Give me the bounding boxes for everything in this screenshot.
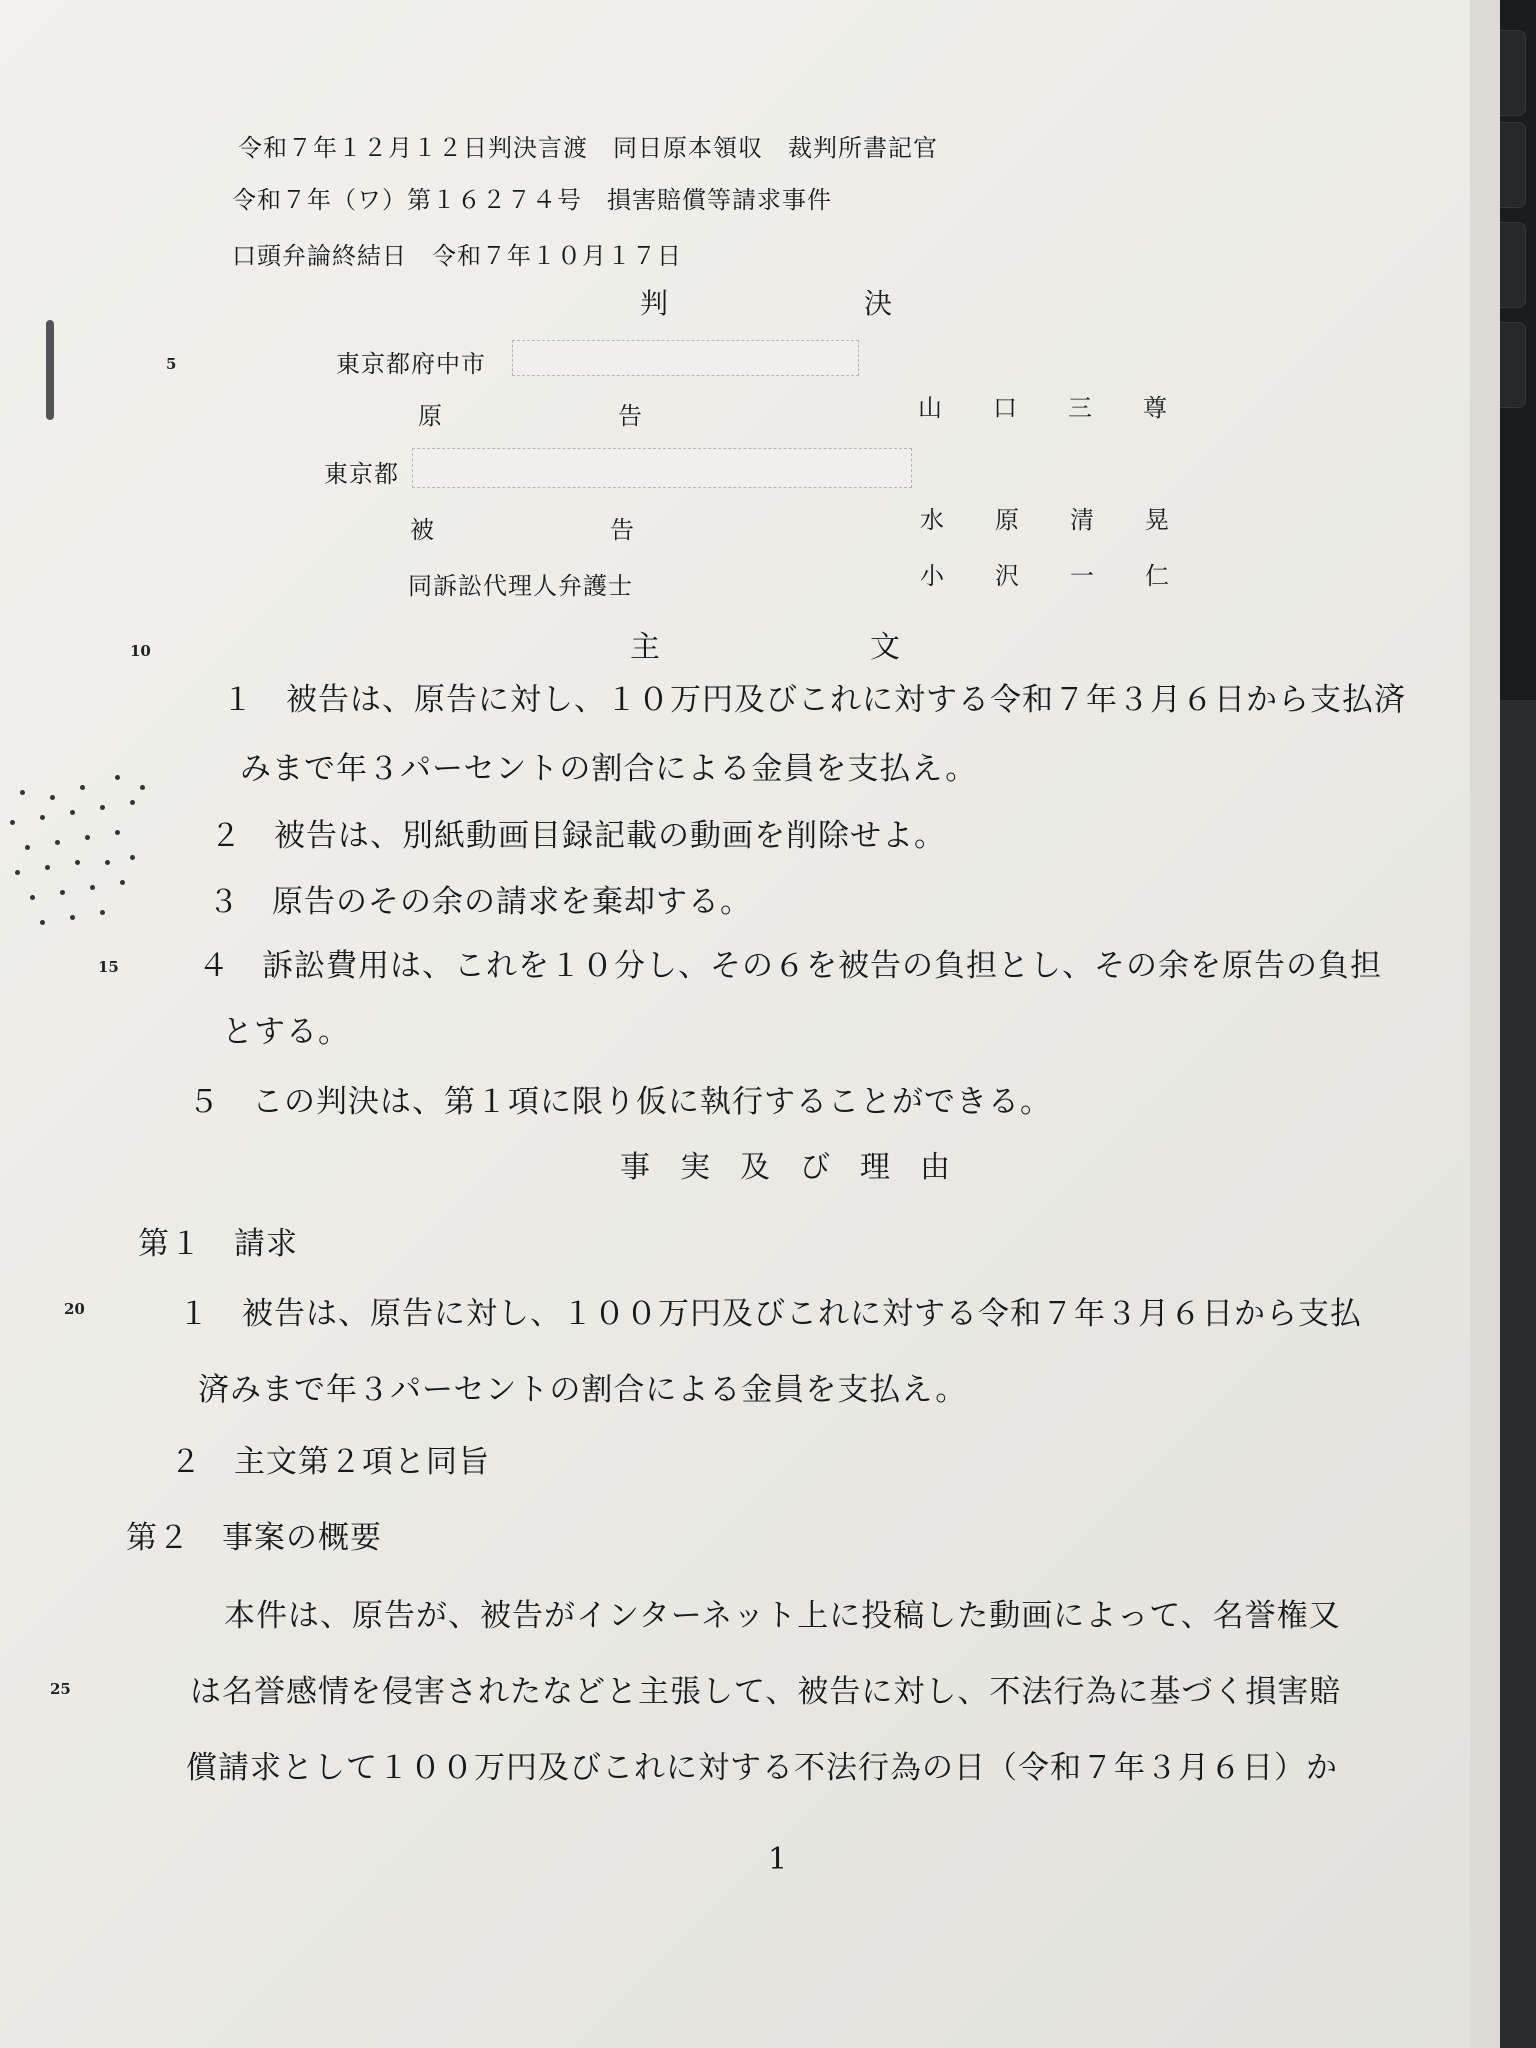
claim-item-1-cont: 済みまで年３パーセントの割合による金員を支払え。: [198, 1372, 968, 1408]
line-number-25: 25: [50, 1680, 71, 1698]
binder-mark: [46, 320, 54, 420]
line-number-20: 20: [64, 1300, 85, 1318]
defendant-address: 東京都: [324, 460, 399, 488]
plaintiff-name: 山 口 三 尊: [918, 394, 1168, 422]
shubun-item-5: ５ この判決は、第１項に限り仮に執行することができる。: [188, 1084, 1052, 1120]
reasons-title: 事 実 及 び 理 由: [620, 1150, 950, 1185]
hearing-end-date: 口頭弁論終結日 令和７年１０月１７日: [232, 242, 682, 270]
case-number: 令和７年（ワ）第１６２７４号 損害賠償等請求事件: [232, 186, 832, 214]
judgment-title: 判 決: [640, 287, 893, 320]
shubun-item-3: ３ 原告のその余の請求を棄却する。: [208, 884, 752, 920]
plaintiff-address: 東京都府中市: [336, 350, 486, 378]
shubun-item-4: ４ 訴訟費用は、これを１０分し、その６を被告の負担とし、その余を原告の負担: [198, 948, 1382, 984]
shubun-item-1: １ 被告は、原告に対し、１０万円及びこれに対する令和７年３月６日から支払済: [222, 682, 1406, 718]
counsel-label: 同訴訟代理人弁護士: [408, 572, 633, 600]
line-number-10: 10: [130, 642, 151, 660]
shubun-item-1-cont: みまで年３パーセントの割合による金員を支払え。: [240, 751, 978, 787]
shubun-item-2: ２ 被告は、別紙動画目録記載の動画を削除せよ。: [210, 818, 946, 854]
section-1-heading: 第１ 請求: [138, 1226, 298, 1262]
claim-item-1: １ 被告は、原告に対し、１００万円及びこれに対する令和７年３月６日から支払: [178, 1296, 1362, 1332]
defendant-label: 被 告: [410, 516, 635, 544]
summary-line-1: 本件は、原告が、被告がインターネット上に投稿した動画によって、名誉権又: [224, 1598, 1341, 1634]
line-number-5: 5: [166, 355, 177, 373]
section-2-heading: 第２ 事案の概要: [126, 1520, 382, 1556]
redaction-box: [512, 340, 859, 376]
line-number-15: 15: [98, 958, 119, 976]
defendant-name: 水 原 清 晃: [920, 506, 1170, 534]
claim-item-2: ２ 主文第２項と同旨: [170, 1444, 490, 1480]
shubun-title: 主 文: [630, 630, 900, 665]
shubun-item-4-cont: とする。: [222, 1014, 350, 1050]
redaction-box: [412, 448, 912, 488]
counsel-name: 小 沢 一 仁: [920, 562, 1170, 590]
summary-line-3: 償請求として１００万円及びこれに対する不法行為の日（令和７年３月６日）か: [186, 1750, 1338, 1786]
summary-line-2: は名誉感情を侵害されたなどと主張して、被告に対し、不法行為に基づく損害賠: [190, 1674, 1342, 1710]
page-number: 1: [768, 1842, 788, 1877]
header-date-line: 令和７年１２月１２日判決言渡 同日原本領収 裁判所書記官: [238, 134, 938, 162]
plaintiff-label: 原 告: [418, 402, 643, 430]
